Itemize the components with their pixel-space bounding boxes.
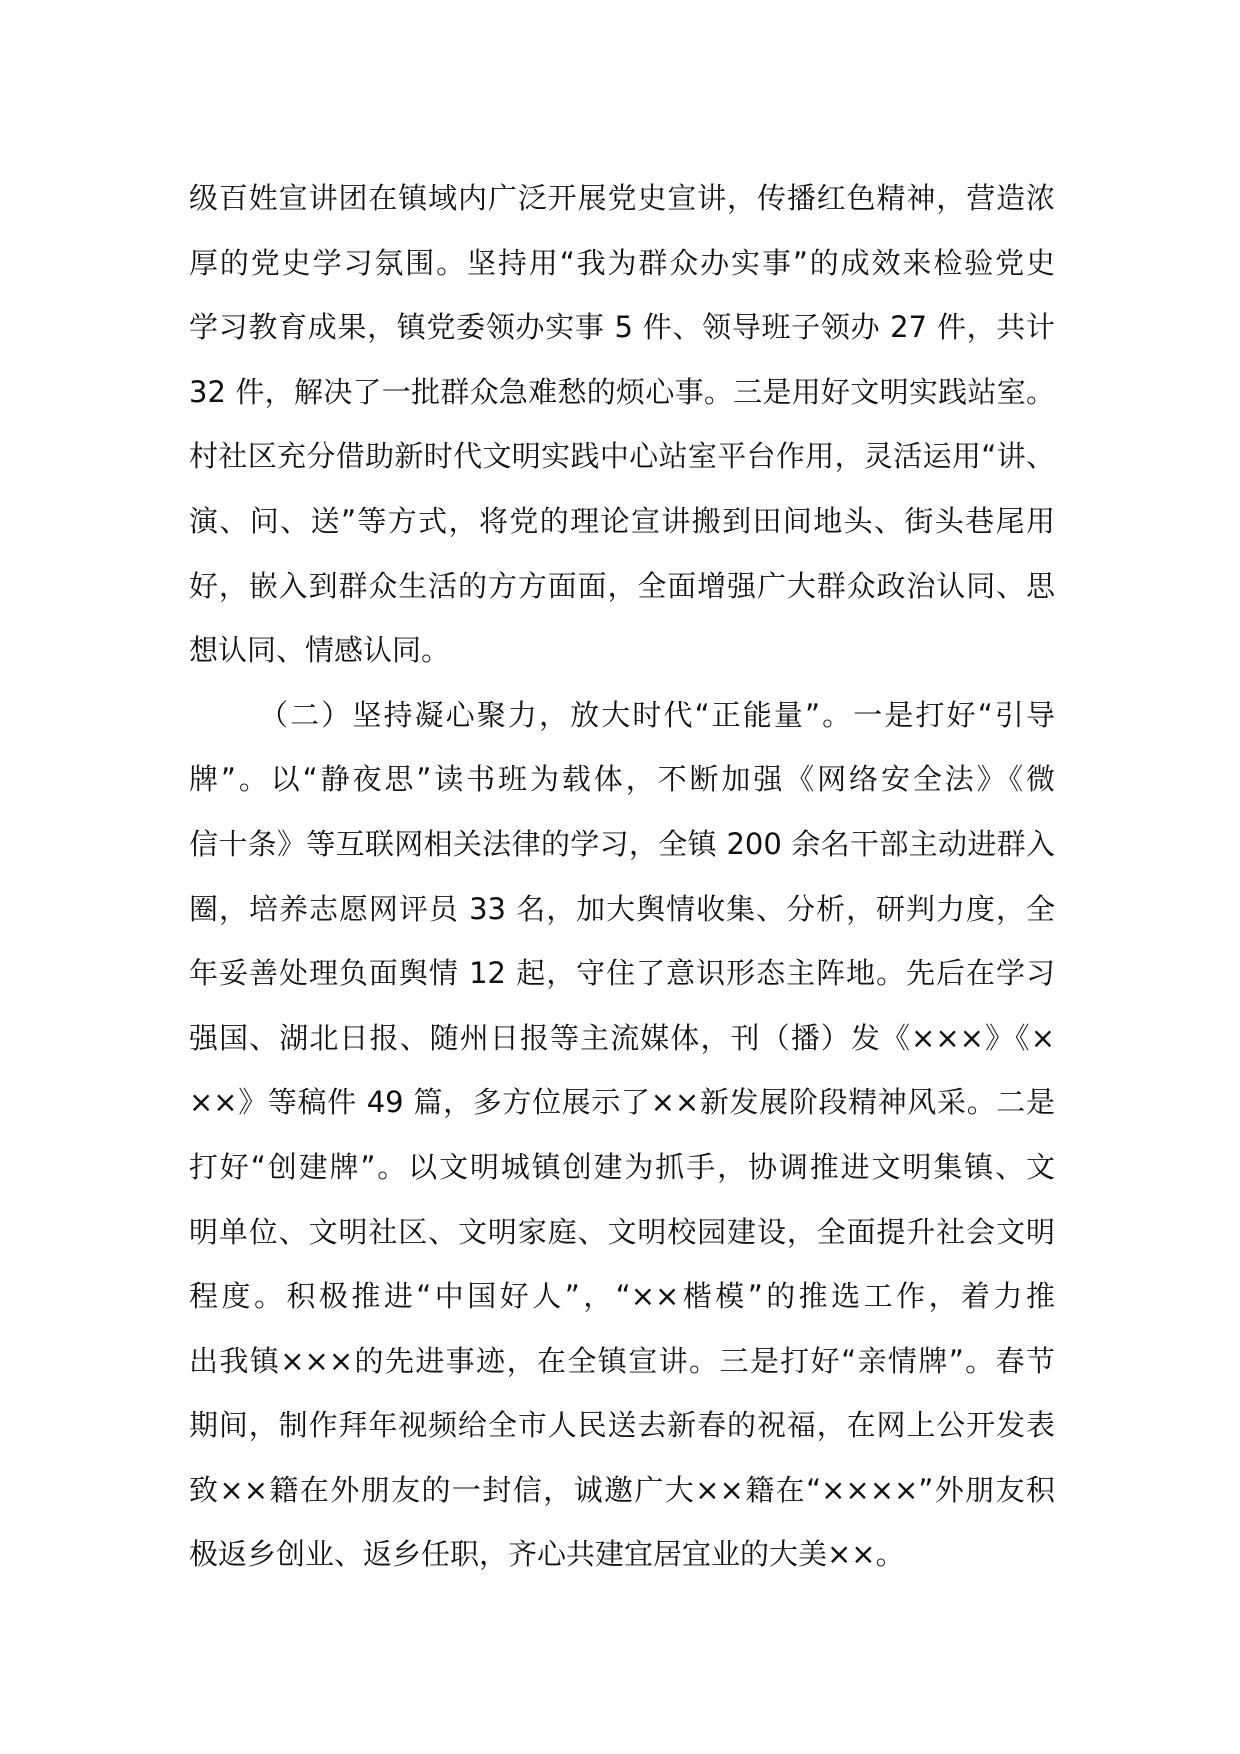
text-line: 极返乡创业、返乡任职，齐心共建宜居宜业的大美××。 (189, 1537, 905, 1572)
section-heading-line: （二）坚持凝心聚力，放大时代“正能量”。一是打好“引导 (259, 697, 1055, 732)
text-line: 级百姓宣讲团在镇域内广泛开展党史宣讲，传播红色精神，营造浓 (189, 181, 1055, 215)
document-body (189, 166, 1055, 1587)
text-line: 32 件，解决了一批群众急难愁的烦心事。三是用好文明实践站室。 (189, 374, 1055, 409)
text-line: 致××籍在外朋友的一封信，诚邀广大××籍在“××××”外朋友积 (189, 1472, 1055, 1507)
text-line: 出我镇×××的先进事迹，在全镇宣讲。三是打好“亲情牌”。春节 (189, 1343, 1055, 1378)
text-line: 村社区充分借助新时代文明实践中心站室平台作用，灵活运用“讲、 (189, 439, 1055, 474)
paragraph-positive-energy (189, 683, 1055, 1587)
text-line: 年妥善处理负面舆情 12 起，守住了意识形态主阵地。先后在学习 (189, 956, 1055, 991)
paragraph-party-history-study (189, 166, 1055, 683)
text-line: 明单位、文明社区、文明家庭、文明校园建设，全面提升社会文明 (189, 1214, 1055, 1249)
text-line: 强国、湖北日报、随州日报等主流媒体，刊（播）发《×××》《× (189, 1020, 1055, 1055)
text-line: 学习教育成果，镇党委领办实事 5 件、领导班子领办 27 件，共计 (189, 310, 1055, 345)
text-line: 程度。积极推进“中国好人”，“××楷模”的推选工作，着力推 (189, 1279, 1055, 1314)
text-line: 期间，制作拜年视频给全市人民送去新春的祝福，在网上公开发表 (189, 1408, 1055, 1443)
text-line: 牌”。以“静夜思”读书班为载体，不断加强《网络安全法》《微 (189, 762, 1055, 797)
text-line: 圈，培养志愿网评员 33 名，加大舆情收集、分析，研判力度，全 (189, 891, 1055, 926)
text-line: 好，嵌入到群众生活的方方面面，全面增强广大群众政治认同、思 (189, 568, 1055, 603)
text-line: 演、问、送”等方式，将党的理论宣讲搬到田间地头、街头巷尾用 (189, 503, 1055, 538)
text-line: 打好“创建牌”。以文明城镇创建为抓手，协调推进文明集镇、文 (189, 1149, 1055, 1184)
text-line: ××》等稿件 49 篇，多方位展示了××新发展阶段精神风采。二是 (189, 1085, 1055, 1120)
text-line: 信十条》等互联网相关法律的学习，全镇 200 余名干部主动进群入 (189, 826, 1055, 861)
text-line: 想认同、情感认同。 (189, 633, 451, 668)
text-line: 厚的党史学习氛围。坚持用“我为群众办实事”的成效来检验党史 (189, 245, 1055, 280)
